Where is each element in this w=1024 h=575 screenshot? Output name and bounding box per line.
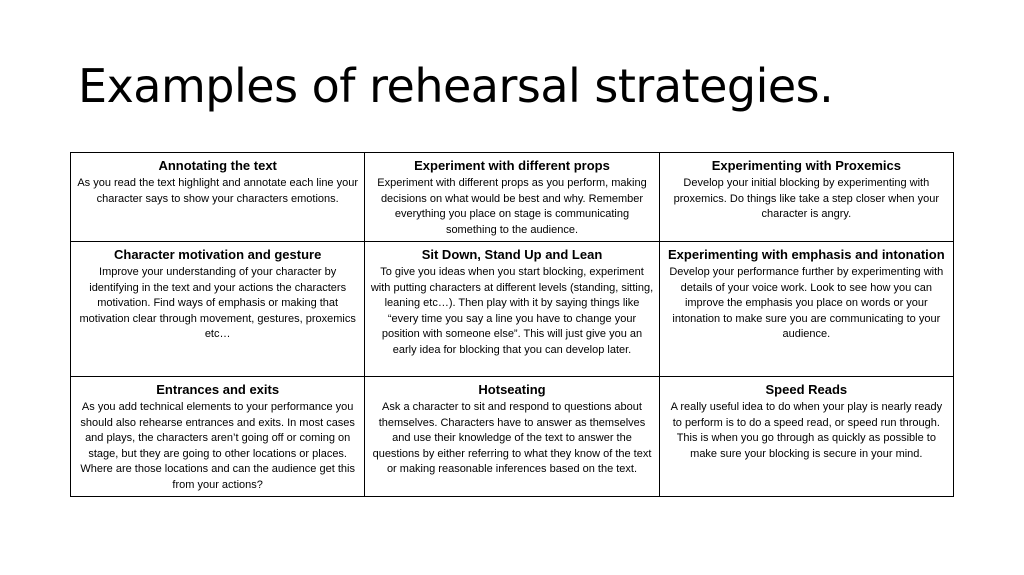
table-row [71, 153, 954, 242]
strategy-title: Entrances and exits [156, 382, 280, 397]
strategy-description: As you add technical elements to your performance you should also rehearse entrances and exits. In most cases and plays, the characters aren’t going off or coming on stage, but they are going to other locations or places. Where are those locations and can the audience get this from your actions? [80, 401, 355, 491]
strategy-title: Annotating the text [158, 158, 277, 173]
table-cell [365, 153, 659, 242]
strategy-title: Character motivation and gesture [114, 247, 322, 262]
strategy-description: A really useful idea to do when your play is nearly ready to perform is to do a speed read, or speed run through. This is when you go through as quickly as possible to make sure your blocking is secure in your mind. [670, 401, 943, 460]
table-cell [71, 242, 365, 377]
table-row [71, 377, 954, 497]
table-cell [365, 377, 659, 497]
strategy-title: Sit Down, Stand Up and Lean [421, 247, 603, 262]
strategy-description: Develop your initial blocking by experimenting with proxemics. Do things like take a step closer when your character is angry. [673, 177, 939, 220]
table-cell [659, 377, 953, 497]
strategy-description: As you read the text highlight and annotate each line your character says to show your characters emotions. [77, 177, 359, 205]
table-row [71, 242, 954, 377]
strategy-title: Experimenting with emphasis and intonation [668, 247, 945, 262]
strategy-description: Ask a character to sit and respond to questions about themselves. Characters have to answer as themselves and use their knowledge of the text to answer the questions by either referring to what they know of the text or making reasonable inferences based on the text. [372, 401, 652, 475]
table-cell [71, 377, 365, 497]
strategy-description: Experiment with different props as you perform, making decisions on what would be best and why. Remember everything you place on stage is communicating something to the audience. [377, 177, 647, 236]
table-cell [659, 242, 953, 377]
slide-title: Examples of rehearsal strategies. [78, 59, 834, 113]
strategies-table [70, 152, 954, 497]
table-cell [71, 153, 365, 242]
strategy-description: Develop your performance further by experimenting with details of your voice work. Look to see how you can improve the emphasis you place on words or your intonation to make sure you are communicating to your audience. [669, 266, 944, 340]
table-cell [365, 242, 659, 377]
strategy-title: Speed Reads [765, 382, 848, 397]
strategy-description: To give you ideas when you start blocking, experiment with putting characters at different levels (standing, sitting, leaning etc…). Then play with it by saying things like “every time you say a line you have to change your position with someone else”. This will just give you an early idea for blocking that you can develop later. [370, 266, 654, 356]
strategy-title: Experiment with different props [414, 158, 610, 173]
strategy-title: Hotseating [478, 382, 546, 397]
strategy-description: Improve your understanding of your character by identifying in the text and your actions the characters motivation. Find ways of emphasis or making that motivation clear through movement, gestures, proxemics etc… [79, 266, 356, 340]
table-cell [659, 153, 953, 242]
strategy-title: Experimenting with Proxemics [711, 158, 901, 173]
